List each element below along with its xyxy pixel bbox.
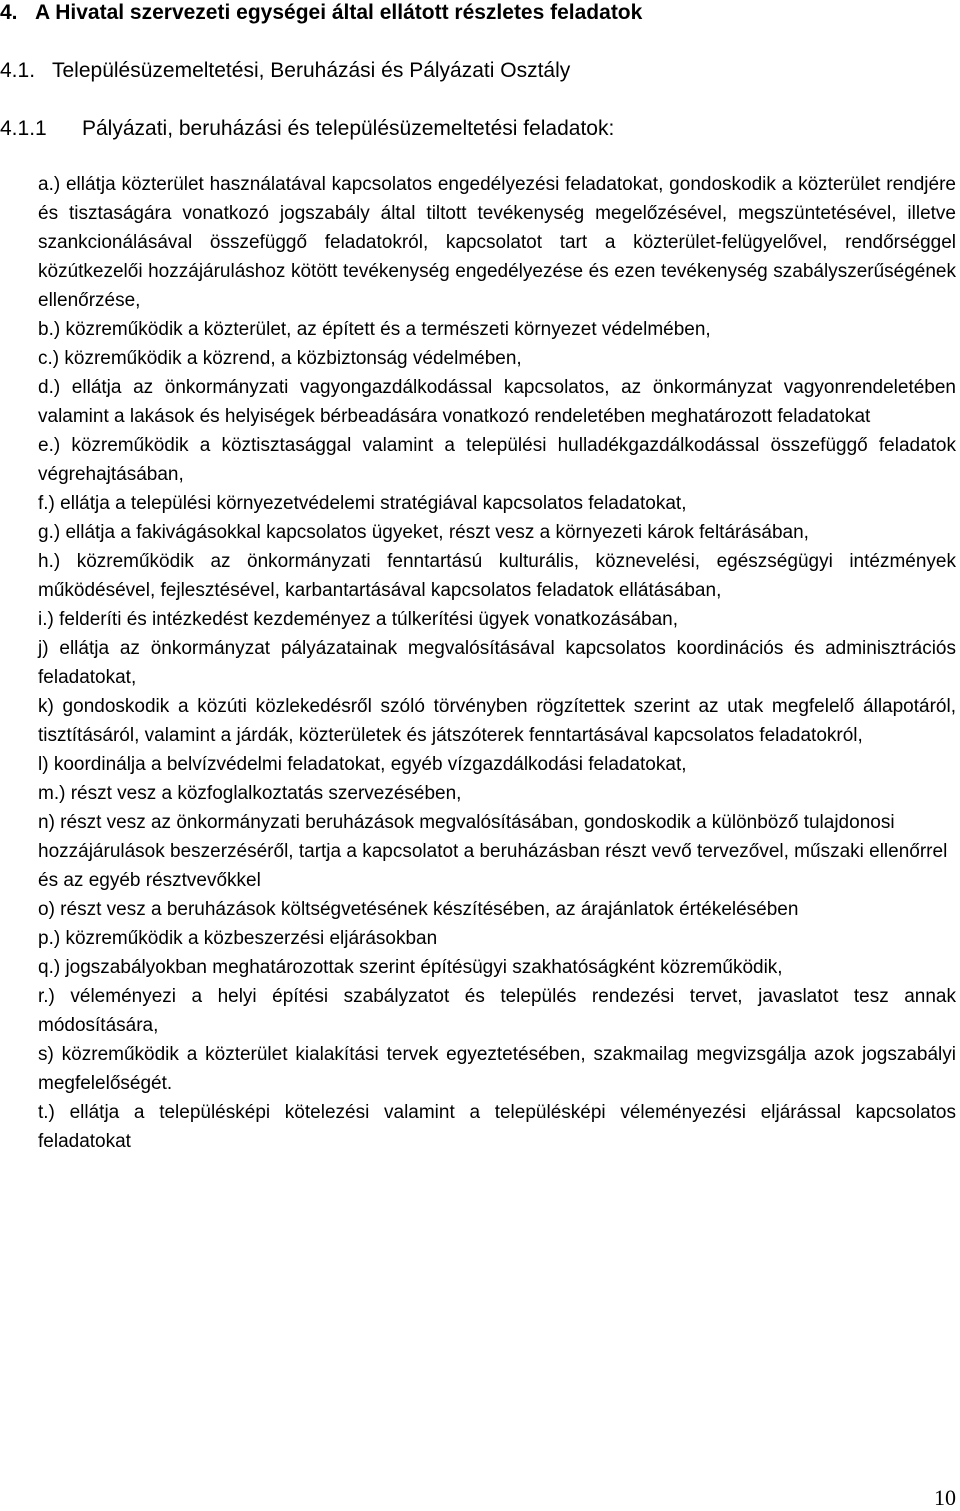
subsubsection-heading	[0, 116, 614, 142]
task-item-a: a.) ellátja közterület használatával kapcsolatos engedélyezési feladatokat, gondoskodik a közterület rendjére és tisztaságára vonatkozó jogszabály által tiltott tevékenység megelőzésével, megszüntetésével, illetve szankcionálásával összefüggő feladatokról, kapcsolatot tart a közterület-felügyelővel, rendőrséggel közútkezelői hozzájáruláshoz kötött tevékenység engedélyezése és ezen tevékenység szabályszerűségének ellenőrzése,	[38, 174, 956, 311]
task-item-o: o) részt vesz a beruházások költségvetésének készítésében, az árajánlatok értékelésében	[38, 899, 799, 920]
task-item-k: k) gondoskodik a közúti közlekedésről szóló törvényben rögzítettek szerint az utak megfelelő állapotáról, tisztításáról, valamint a járdák, közterületek és játszóterek fenntartásával kapcsolatos feladatokról,	[38, 696, 956, 746]
task-item-d: d.) ellátja az önkormányzati vagyongazdálkodással kapcsolatos, az önkormányzat vagyonrendeletében valamint a lakások és helyiségek bérbeadására vonatkozó rendeletében meghatározott feladatokat	[38, 377, 956, 427]
task-item-s: s) közreműködik a közterület kialakítási tervek egyeztetésében, szakmailag megvizsgálja azok jogszabályi megfelelőségét.	[38, 1044, 956, 1094]
section-number: 4.	[0, 1, 18, 24]
task-item-f: f.) ellátja a települési környezetvédelemi stratégiával kapcsolatos feladatokat,	[38, 493, 687, 514]
task-item-i: i.) felderíti és intézkedést kezdeményez a túlkerítési ügyek vonatkozásában,	[38, 609, 679, 630]
task-item-e: e.) közreműködik a köztisztasággal valamint a települési hulladékgazdálkodással összefüggő feladatok végrehajtásában,	[38, 435, 956, 485]
subsection-number: 4.1.	[0, 59, 36, 82]
page-number: 10	[934, 1485, 956, 1510]
section-heading	[0, 0, 642, 26]
subsubsection-number: 4.1.1	[0, 117, 47, 140]
subsection-heading	[0, 58, 570, 84]
task-item-r: r.) véleményezi a helyi építési szabályzatot és település rendezési tervet, javaslatot tesz annak módosítására,	[38, 986, 956, 1036]
task-item-j: j) ellátja az önkormányzat pályázatainak megvalósításával kapcsolatos koordinációs és adminisztrációs feladatokat,	[38, 638, 956, 688]
task-item-m: m.) részt vesz a közfoglalkoztatás szervezésében,	[38, 783, 462, 804]
task-item-q: q.) jogszabályokban meghatározottak szerint építésügyi szakhatóságként közreműködik,	[38, 957, 783, 978]
task-item-t: t.) ellátja a településképi kötelezési valamint a településképi véleményezési eljárással kapcsolatos feladatokat	[38, 1102, 956, 1152]
subsubsection-title: Pályázati, beruházási és településüzemeltetési feladatok:	[82, 117, 615, 140]
task-item-g: g.) ellátja a fakivágásokkal kapcsolatos ügyeket, részt vesz a környezeti károk feltárásában,	[38, 522, 809, 543]
task-item-b: b.) közreműködik a közterület, az épített és a természeti környezet védelmében,	[38, 319, 711, 340]
section-title: A Hivatal szervezeti egységei által ellátott részletes feladatok	[35, 1, 643, 24]
task-item-p: p.) közreműködik a közbeszerzési eljárásokban	[38, 928, 438, 949]
task-item-c: c.) közreműködik a közrend, a közbiztonság védelmében,	[38, 348, 522, 369]
task-item-n: n) részt vesz az önkormányzati beruházások megvalósításában, gondoskodik a különböző tulajdonosi hozzájárulások beszerzéséről, tartja a kapcsolatot a beruházásban részt vevő tervezővel, műszaki ellenőrrel és az egyéb résztvevőkkel	[38, 812, 948, 891]
task-item-l: l) koordinálja a belvízvédelmi feladatokat, egyéb vízgazdálkodási feladatokat,	[38, 754, 687, 775]
task-list	[38, 170, 956, 1156]
task-item-h: h.) közreműködik az önkormányzati fenntartású kulturális, köznevelési, egészségügyi intézmények működésével, fejlesztésével, karbantartásával kapcsolatos feladatok ellátásában,	[38, 551, 956, 601]
subsection-title: Településüzemeltetési, Beruházási és Pályázati Osztály	[52, 59, 571, 82]
